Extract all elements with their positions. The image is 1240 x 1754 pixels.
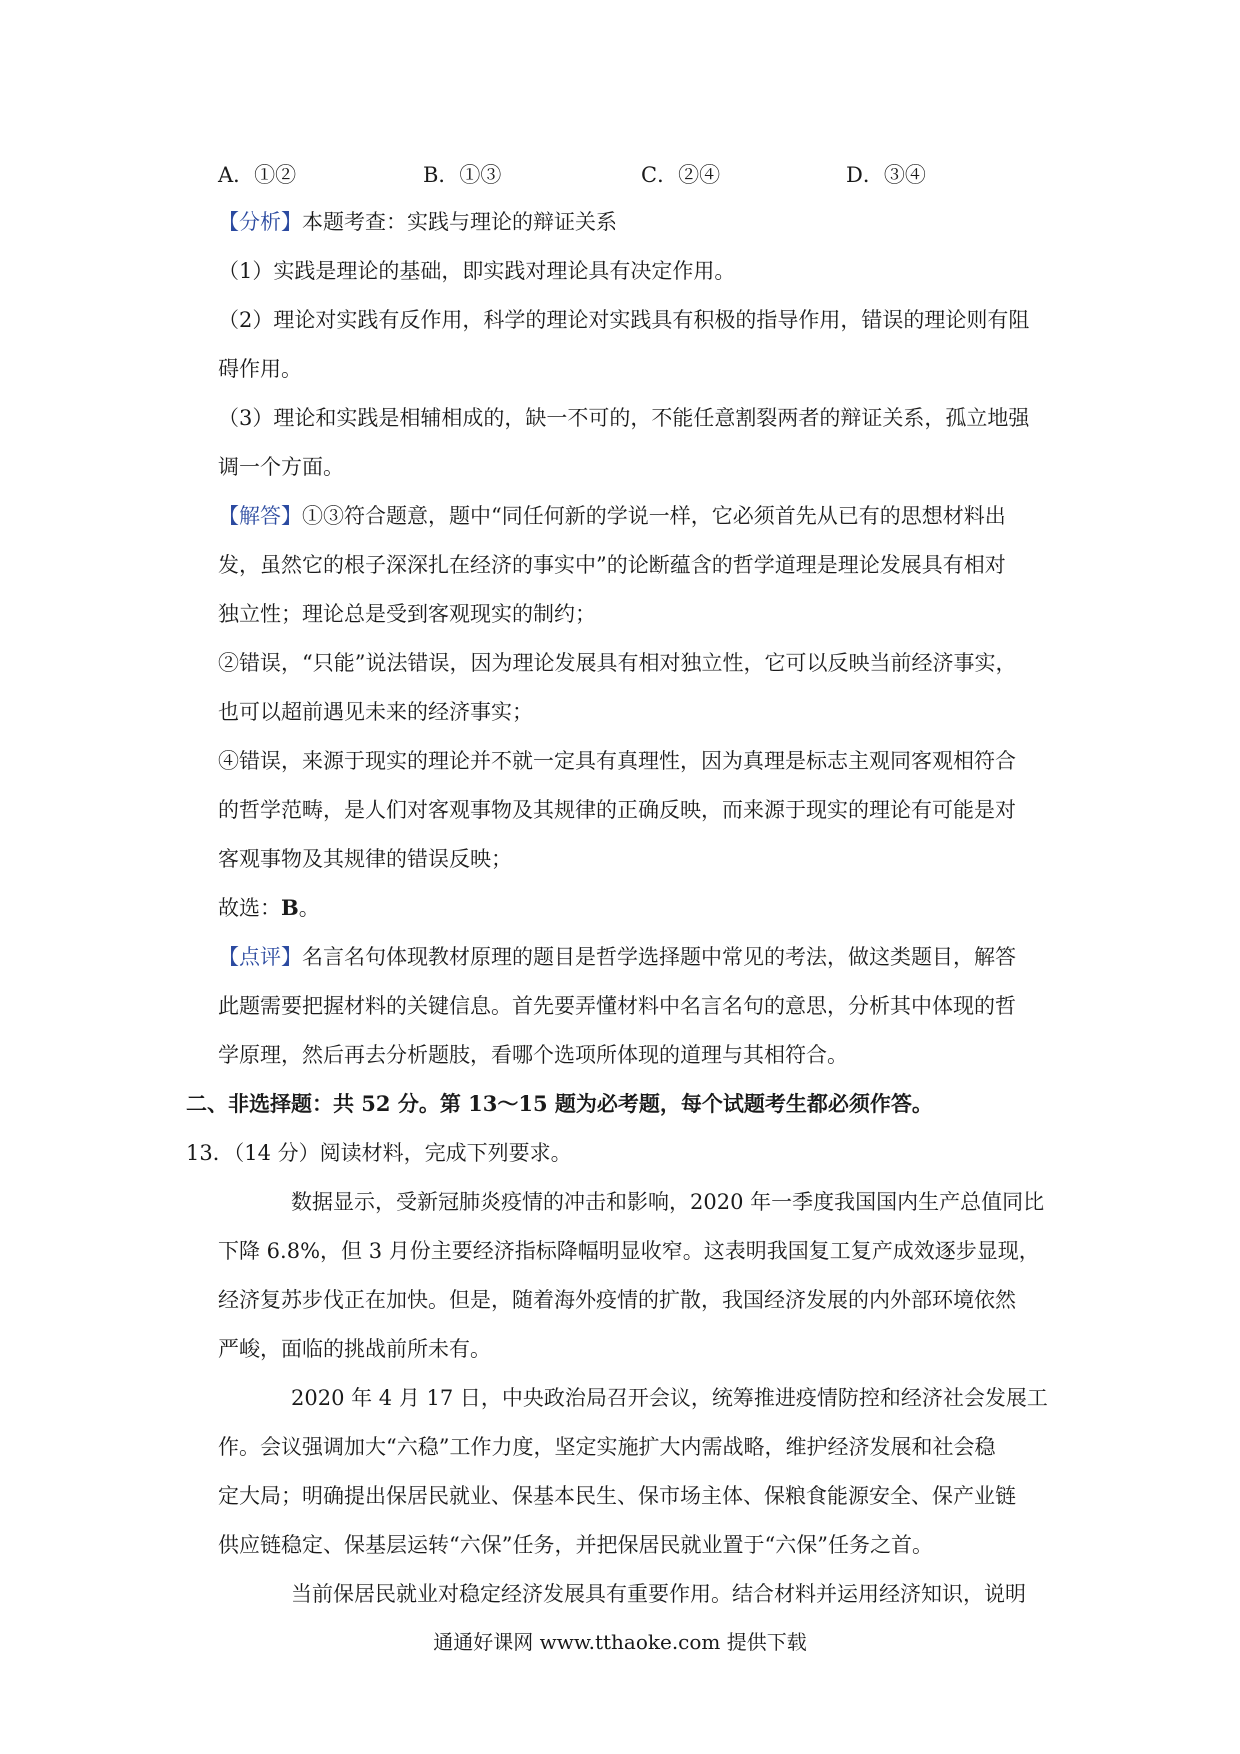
- q13-para2-line-1: 2020 年 4 月 17 日，中央政治局召开会议，统筹推进疫情防控和经济社会发展工: [291, 1386, 1048, 1410]
- q13-para1-line-1: 数据显示，受新冠肺炎疫情的冲击和影响，2020 年一季度我国国内生产总值同比: [291, 1190, 1045, 1214]
- answer-line-1-text: ①③符合题意，题中“同任何新的学说一样，它必须首先从已有的思想材料出: [302, 504, 1006, 528]
- analysis-tag: 【分析】: [218, 210, 302, 234]
- answer-choice-value: B: [281, 895, 299, 920]
- q13-para2-line-3: 定大局；明确提出保居民就业、保基本民生、保市场主体、保粮食能源安全、保产业链: [218, 1484, 1016, 1508]
- q13-para1-line-2: 下降 6.8%，但 3 月份主要经济指标降幅明显收窄。这表明我国复工复产成效逐步显现，: [218, 1239, 1040, 1263]
- analysis-point-1: （1）实践是理论的基础，即实践对理论具有决定作用。: [218, 259, 736, 283]
- answer-line-8: 客观事物及其规律的错误反映；: [218, 847, 512, 871]
- answer-line-5: 也可以超前遇见未来的经济事实；: [218, 700, 533, 724]
- answer-line-7: 的哲学范畴，是人们对客观事物及其规律的正确反映，而来源于现实的理论有可能是对: [218, 798, 1016, 822]
- analysis-point-2-line-1: （2）理论对实践有反作用，科学的理论对实践具有积极的指导作用，错误的理论则有阻: [218, 308, 1030, 332]
- option-c: C．②④: [641, 163, 721, 187]
- comment-line-2: 此题需要把握材料的关键信息。首先要弄懂材料中名言名句的意思，分析其中体现的哲: [218, 994, 1016, 1018]
- q13-para2-line-4: 供应链稳定、保基层运转“六保”任务，并把保居民就业置于“六保”任务之首。: [218, 1533, 933, 1557]
- comment-line-3: 学原理，然后再去分析题肢，看哪个选项所体现的道理与其相符合。: [218, 1043, 848, 1067]
- option-b: B．①③: [423, 163, 502, 187]
- answer-line-4: ②错误，“只能”说法错误，因为理论发展具有相对独立性，它可以反映当前经济事实，: [218, 651, 1017, 675]
- analysis-point-3-line-2: 调一个方面。: [218, 455, 344, 479]
- answer-line-2: 发，虽然它的根子深深扎在经济的事实中”的论断蕴含的哲学道理是理论发展具有相对: [218, 553, 1006, 577]
- answer-choice-prefix: 故选：: [218, 896, 281, 920]
- answer-options: [218, 159, 1058, 189]
- comment-line-1-text: 名言名句体现教材原理的题目是哲学选择题中常见的考法，做这类题目，解答: [302, 945, 1016, 969]
- comment-line-1: [218, 942, 1058, 972]
- q13-para2-line-2: 作。会议强调加大“六稳”工作力度，坚定实施扩大内需战略，维护经济发展和社会稳: [218, 1435, 996, 1459]
- analysis-point-2-line-2: 碍作用。: [218, 357, 302, 381]
- answer-line-1: [218, 501, 1058, 531]
- analysis-intro-text: 本题考查：实践与理论的辩证关系: [302, 210, 617, 234]
- analysis-intro: [218, 207, 1058, 237]
- q13-para1-line-3: 经济复苏步伐正在加快。但是，随着海外疫情的扩散，我国经济发展的内外部环境依然: [218, 1288, 1016, 1312]
- option-a: A．①②: [218, 163, 297, 187]
- option-d: D．③④: [846, 163, 926, 187]
- answer-choice-suffix: 。: [298, 896, 320, 920]
- page-footer: 通通好课网 www.tthaoke.com 提供下载: [433, 1630, 807, 1654]
- answer-tag: 【解答】: [218, 504, 302, 528]
- comment-tag: 【点评】: [218, 945, 302, 969]
- q13-para1-line-4: 严峻，面临的挑战前所未有。: [218, 1337, 491, 1361]
- section-heading: 二、非选择题：共 52 分。第 13～15 题为必考题，每个试题考生都必须作答。: [186, 1091, 933, 1116]
- analysis-point-3-line-1: （3）理论和实践是相辅相成的，缺一不可的，不能任意割裂两者的辩证关系，孤立地强: [218, 406, 1030, 430]
- q13-para3-line-1: 当前保居民就业对稳定经济发展具有重要作用。结合材料并运用经济知识，说明: [291, 1582, 1026, 1606]
- answer-choice: [218, 893, 1058, 923]
- answer-line-3: 独立性；理论总是受到客观现实的制约；: [218, 602, 596, 626]
- question-13-header: 13．（14 分）阅读材料，完成下列要求。: [186, 1141, 572, 1165]
- answer-line-6: ④错误，来源于现实的理论并不就一定具有真理性，因为真理是标志主观同客观相符合: [218, 749, 1016, 773]
